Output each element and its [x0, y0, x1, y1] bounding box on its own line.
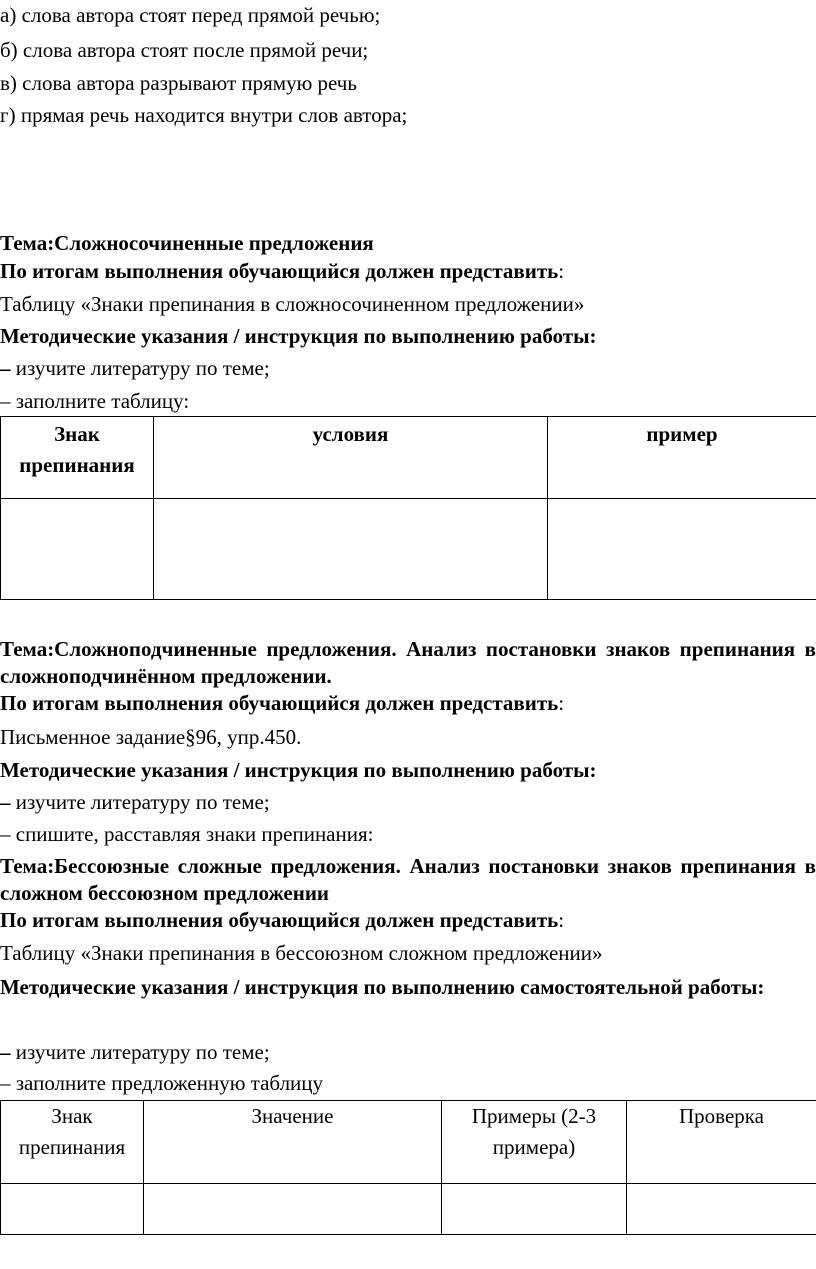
section3-result-text: Таблицу «Знаки препинания в бессоюзном сложном предложении» — [0, 941, 603, 965]
table-cell[interactable] — [442, 1184, 627, 1235]
table-header-cell: условия — [154, 417, 548, 499]
section1-result-text: Таблицу «Знаки препинания в сложносочиненном предложении» — [0, 292, 585, 316]
option-v: в) слова автора разрывают прямую речь — [0, 71, 357, 95]
section2-method-label: Методические указания / инструкция по выполнению работы: — [0, 758, 597, 782]
section1-step1 — [0, 355, 816, 381]
table-header-cell: Знак препинания — [1, 417, 154, 499]
section2-topic: Тема:Сложноподчиненные предложения. Анализ постановки знаков препинания в сложноподчинённом предложении. — [0, 637, 816, 688]
section1-step2: – заполните таблицу: — [0, 389, 190, 413]
option-g: г) прямая речь находится внутри слов автора; — [0, 103, 408, 127]
section2-step1 — [0, 789, 816, 815]
table-header-cell: Примеры (2-3 примера) — [442, 1101, 627, 1184]
table-cell[interactable] — [144, 1184, 442, 1235]
section3-result-heading — [0, 907, 816, 933]
section3-step1-text: изучите литературу по теме; — [10, 1040, 270, 1064]
section2-result-colon: : — [558, 691, 565, 715]
section1-result-label: По итогам выполнения обучающийся должен представить — [0, 259, 559, 283]
table-header-row — [1, 417, 816, 499]
section3-step1 — [0, 1039, 816, 1065]
section2-step1-dash: – — [0, 790, 11, 814]
section1-result-heading — [0, 258, 816, 284]
section3-result-colon: : — [558, 908, 565, 932]
table-header-cell: Проверка — [627, 1101, 816, 1184]
option-b: б) слова автора стоят после прямой речи; — [0, 38, 369, 62]
section2-result-text: Письменное задание§96, упр.450. — [0, 725, 302, 749]
punctuation-table-compound — [0, 416, 816, 600]
section3-step2: – заполните предложенную таблицу — [0, 1071, 324, 1095]
table-header-cell: Значение — [144, 1101, 442, 1184]
section2-result-heading — [0, 690, 816, 716]
table-cell[interactable] — [548, 499, 816, 600]
section2-step2: – спишите, расставляя знаки препинания: — [0, 822, 374, 846]
table-header-cell: Знак препинания — [1, 1101, 144, 1184]
section3-method-label: Методические указания / инструкция по выполнению самостоятельной работы: — [0, 975, 765, 999]
section1-method-label: Методические указания / инструкция по выполнению работы: — [0, 324, 597, 348]
table-cell[interactable] — [627, 1184, 816, 1235]
table-cell[interactable] — [1, 1184, 144, 1235]
table-row — [1, 1184, 816, 1235]
section3-result-label: По итогам выполнения обучающийся должен представить — [0, 908, 559, 932]
table-row — [1, 499, 816, 600]
option-a: а) слова автора стоят перед прямой речью; — [0, 3, 381, 27]
section3-topic: Тема:Бессоюзные сложные предложения. Анализ постановки знаков препинания в сложном бессоюзном предложении — [0, 854, 816, 905]
section3-step1-dash: – — [0, 1040, 11, 1064]
table-header-cell: пример — [548, 417, 816, 499]
table-cell[interactable] — [1, 499, 154, 600]
table-cell[interactable] — [154, 499, 548, 600]
section1-topic: Тема:Сложносочиненные предложения — [0, 231, 374, 255]
section2-result-label: По итогам выполнения обучающийся должен представить — [0, 691, 559, 715]
section2-step1-text: изучите литературу по теме; — [10, 790, 270, 814]
punctuation-table-asyndetic — [0, 1100, 816, 1235]
section1-step1-dash: – — [0, 356, 11, 380]
section1-step1-text: изучите литературу по теме; — [10, 356, 270, 380]
section1-result-colon: : — [558, 259, 565, 283]
table-header-row — [1, 1101, 816, 1184]
